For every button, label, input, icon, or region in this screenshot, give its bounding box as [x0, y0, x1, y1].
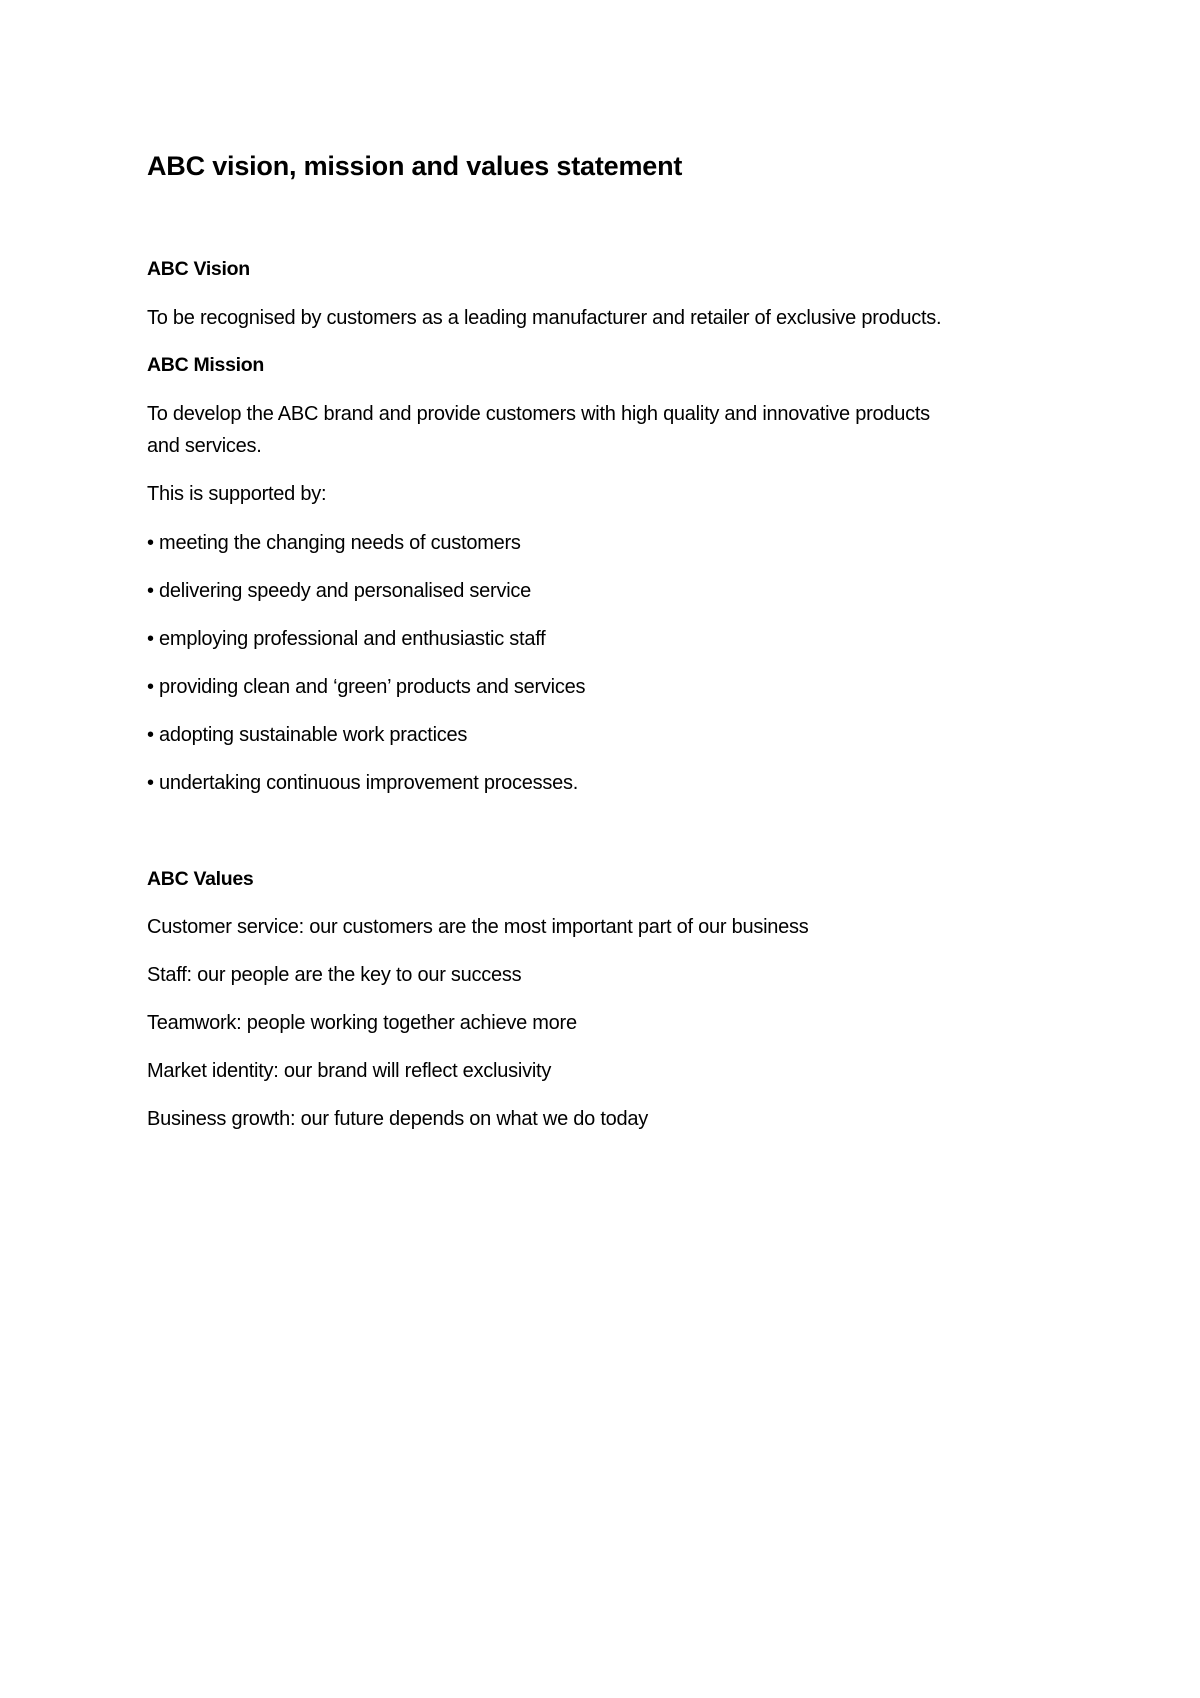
- values-item: Teamwork: people working together achieve more: [147, 1012, 577, 1034]
- mission-bullet: • undertaking continuous improvement processes.: [147, 772, 579, 794]
- mission-bullet: • adopting sustainable work practices: [147, 724, 468, 746]
- vision-heading: ABC Vision: [147, 258, 250, 280]
- mission-bullet: • employing professional and enthusiastic staff: [147, 628, 546, 650]
- values-item: Customer service: our customers are the most important part of our business: [147, 916, 809, 938]
- mission-supported-by: This is supported by:: [147, 483, 327, 505]
- values-heading: ABC Values: [147, 868, 254, 890]
- values-item: Market identity: our brand will reflect exclusivity: [147, 1060, 552, 1082]
- mission-bullet: • delivering speedy and personalised service: [147, 580, 532, 602]
- vision-text: To be recognised by customers as a leading manufacturer and retailer of exclusive products.: [147, 307, 942, 329]
- document-title: ABC vision, mission and values statement: [147, 151, 683, 181]
- mission-bullet: • providing clean and ‘green’ products and services: [147, 676, 586, 698]
- mission-heading: ABC Mission: [147, 354, 264, 376]
- values-item: Business growth: our future depends on what we do today: [147, 1108, 649, 1130]
- mission-bullet: • meeting the changing needs of customers: [147, 532, 521, 554]
- mission-text-line-1: To develop the ABC brand and provide customers with high quality and innovative products: [147, 403, 930, 425]
- mission-text-line-2: and services.: [147, 435, 262, 457]
- values-item: Staff: our people are the key to our success: [147, 964, 522, 986]
